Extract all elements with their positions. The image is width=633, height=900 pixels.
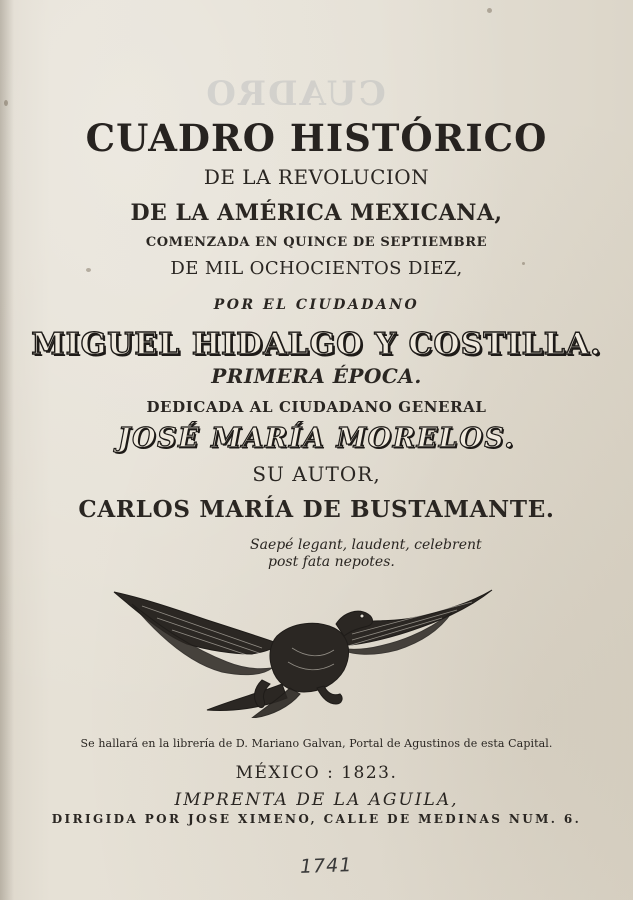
subtitle-line-1: DE LA REVOLUCION	[203, 165, 430, 189]
subtitle-line-3: COMENZADA EN QUINCE DE SEPTIEMBRE	[145, 235, 488, 250]
motto-line-1: Saepé legant, laudent, celebrent	[250, 537, 482, 553]
book-title: CUADRO HISTÓRICO	[85, 116, 548, 160]
by-line: POR EL CIUDADANO	[213, 297, 420, 313]
latin-motto	[250, 537, 510, 571]
dedication-line: DEDICADA AL CIUDADANO GENERAL	[146, 398, 487, 416]
bleed-through-ghost: CUADRO	[204, 74, 386, 114]
sale-notice: Se hallará en la librería de D. Mariano Galvan, Portal de Agustinos de esta Capital.	[80, 737, 553, 750]
subtitle-line-4: DE MIL OCHOCIENTOS DIEZ,	[170, 258, 463, 279]
eagle-icon	[112, 588, 497, 718]
motto-line-2: post fata nepotes.	[268, 554, 395, 570]
place-year: MÉXICO : 1823.	[235, 763, 398, 783]
press-name: IMPRENTA DE LA AGUILA,	[174, 790, 459, 810]
subject-name: MIGUEL HIDALGO Y COSTILLA.	[31, 327, 602, 362]
author-name: CARLOS MARÍA DE BUSTAMANTE.	[78, 496, 555, 523]
dedicatee-name: JOSÉ MARÍA MORELOS.	[117, 423, 516, 454]
press-director: DIRIGIDA POR JOSE XIMENO, CALLE DE MEDINAS NUM. 6.	[51, 812, 582, 826]
author-label: SU AUTOR,	[252, 462, 381, 486]
subtitle-line-2: DE LA AMÉRICA MEXICANA,	[130, 200, 503, 226]
foxing-spot	[487, 8, 492, 13]
handwritten-number: 1741	[299, 854, 353, 878]
epoch-label: PRIMERA ÉPOCA.	[211, 364, 422, 388]
foxing-spot	[4, 100, 8, 106]
